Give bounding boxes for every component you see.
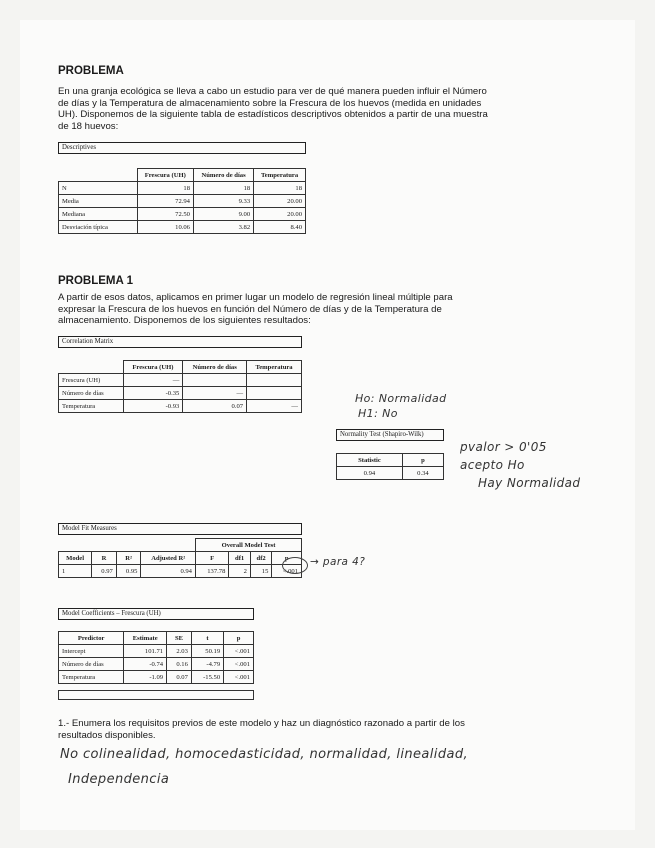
cell	[247, 374, 302, 387]
row-label: Número de días	[59, 387, 124, 400]
header-cell: df1	[229, 552, 250, 565]
cell: 72.94	[137, 195, 193, 208]
row-label: Frescura (UH)	[59, 374, 124, 387]
cell	[247, 387, 302, 400]
problema1-title: PROBLEMA 1	[58, 275, 133, 287]
table-row	[59, 221, 306, 234]
cell: 0.16	[167, 658, 192, 671]
descriptives-table	[58, 168, 306, 234]
header-cell: Predictor	[59, 632, 124, 645]
problema-text: En una granja ecológica se lleva a cabo un estudio para ver de qué manera pueden influir el Número de días y la Temperatura de almacenamiento sobre la Frescura de los huevos (medida en unidades UH). Disponemos de la siguiente tabla de estadísticos descriptivos obtenidos a partir de una muestra de 18 huevos:	[58, 86, 488, 132]
cell: 9.00	[193, 208, 253, 221]
header-cell: SE	[167, 632, 192, 645]
header-cell: Statistic	[337, 454, 403, 467]
row-label: Mediana	[59, 208, 138, 221]
cell: 20.00	[254, 195, 306, 208]
header-cell: R²	[116, 552, 141, 565]
cell: -0.93	[123, 400, 183, 413]
table-row	[59, 182, 306, 195]
cell: 101.71	[124, 645, 167, 658]
cell: 50.19	[191, 645, 223, 658]
handwritten-acepto: acepto Ho	[460, 458, 525, 472]
header-cell: p	[224, 632, 254, 645]
cell	[183, 374, 247, 387]
coefficients-caption: Model Coefficients – Frescura (UH)	[58, 608, 254, 620]
table-row	[337, 467, 444, 480]
header-cell: t	[191, 632, 223, 645]
handwritten-hay-normalidad: Hay Normalidad	[478, 476, 581, 490]
table-footer-line	[58, 690, 254, 700]
problema-title: PROBLEMA	[58, 65, 124, 77]
handwritten-pvalor: pvalor > 0'05	[460, 440, 547, 454]
row-label: Intercept	[59, 645, 124, 658]
header-cell	[59, 169, 138, 182]
model-fit-table	[58, 538, 302, 578]
row-label: Número de días	[59, 658, 124, 671]
handwritten-circle	[282, 557, 308, 574]
question-text: 1.- Enumera los requisitos previos de este modelo y haz un diagnóstico razonado a partir de los resultados disponibles.	[58, 718, 465, 741]
table-row	[59, 565, 302, 578]
table-row	[59, 645, 254, 658]
header-cell: Temperatura	[247, 361, 302, 374]
header-cell: p	[402, 454, 443, 467]
cell: 0.94	[337, 467, 403, 480]
table-row	[59, 374, 302, 387]
cell: 2	[229, 565, 250, 578]
cell: 0.97	[92, 565, 117, 578]
normality-caption: Normality Test (Shapiro-Wilk)	[336, 429, 444, 441]
cell: 0.07	[183, 400, 247, 413]
cell: -1.09	[124, 671, 167, 684]
table-row	[59, 387, 302, 400]
cell: 2.03	[167, 645, 192, 658]
handwritten-para: → para 4?	[310, 556, 366, 568]
group-header: Overall Model Test	[195, 539, 301, 552]
cell: 0.95	[116, 565, 141, 578]
header-cell	[59, 361, 124, 374]
table-row	[59, 208, 306, 221]
cell: —	[183, 387, 247, 400]
correlation-table	[58, 360, 302, 413]
header-cell: Estimate	[124, 632, 167, 645]
correlation-caption: Correlation Matrix	[58, 336, 302, 348]
cell: 15	[250, 565, 271, 578]
cell: 18	[254, 182, 306, 195]
cell: 18	[137, 182, 193, 195]
cell: 0.94	[141, 565, 196, 578]
problema1-text: A partir de esos datos, aplicamos en primer lugar un modelo de regresión lineal múltiple para expresar la Frescura de los huevos en función del Número de días y de la Temperatura de almacenamiento. Disponemos de los siguientes resultados:	[58, 292, 453, 326]
cell: 20.00	[254, 208, 306, 221]
header-cell: Frescura (UH)	[123, 361, 183, 374]
cell: 137.78	[195, 565, 228, 578]
cell: <.001	[224, 658, 254, 671]
cell: -15.50	[191, 671, 223, 684]
header-cell: F	[195, 552, 228, 565]
header-cell: Número de días	[183, 361, 247, 374]
row-label: N	[59, 182, 138, 195]
descriptives-caption: Descriptives	[58, 142, 306, 154]
cell: -4.79	[191, 658, 223, 671]
header-cell: df2	[250, 552, 271, 565]
header-cell: Adjusted R²	[141, 552, 196, 565]
p-value-cell: <.001	[272, 565, 302, 578]
cell: 9.33	[193, 195, 253, 208]
cell: <.001	[224, 645, 254, 658]
table-row	[59, 195, 306, 208]
header-cell: Temperatura	[254, 169, 306, 182]
header-cell: Frescura (UH)	[137, 169, 193, 182]
row-label: Media	[59, 195, 138, 208]
cell: —	[123, 374, 183, 387]
header-cell: Número de días	[193, 169, 253, 182]
coefficients-table	[58, 631, 254, 684]
table-row	[59, 658, 254, 671]
cell: 18	[193, 182, 253, 195]
handwritten-answer-line2: Independencia	[68, 772, 170, 787]
header-cell: R	[92, 552, 117, 565]
header-cell: Model	[59, 552, 92, 565]
table-row	[59, 400, 302, 413]
cell: <.001	[224, 671, 254, 684]
normality-table	[336, 453, 444, 480]
model-fit-caption: Model Fit Measures	[58, 523, 302, 535]
cell: -0.35	[123, 387, 183, 400]
row-label: Temperatura	[59, 400, 124, 413]
cell: 0.07	[167, 671, 192, 684]
cell: 3.82	[193, 221, 253, 234]
header-cell: p	[272, 552, 302, 565]
cell: 1	[59, 565, 92, 578]
handwritten-h1: H1: No	[358, 407, 398, 420]
cell: -0.74	[124, 658, 167, 671]
exam-sheet	[20, 20, 635, 830]
cell: 8.40	[254, 221, 306, 234]
cell: 72.50	[137, 208, 193, 221]
cell: 0.34	[402, 467, 443, 480]
table-row	[59, 671, 254, 684]
row-label: Desviación típica	[59, 221, 138, 234]
handwritten-h0: Ho: Normalidad	[355, 392, 447, 405]
cell: —	[247, 400, 302, 413]
row-label: Temperatura	[59, 671, 124, 684]
cell: 10.06	[137, 221, 193, 234]
handwritten-answer-line1: No colinealidad, homocedasticidad, normalidad, linealidad,	[60, 747, 469, 762]
